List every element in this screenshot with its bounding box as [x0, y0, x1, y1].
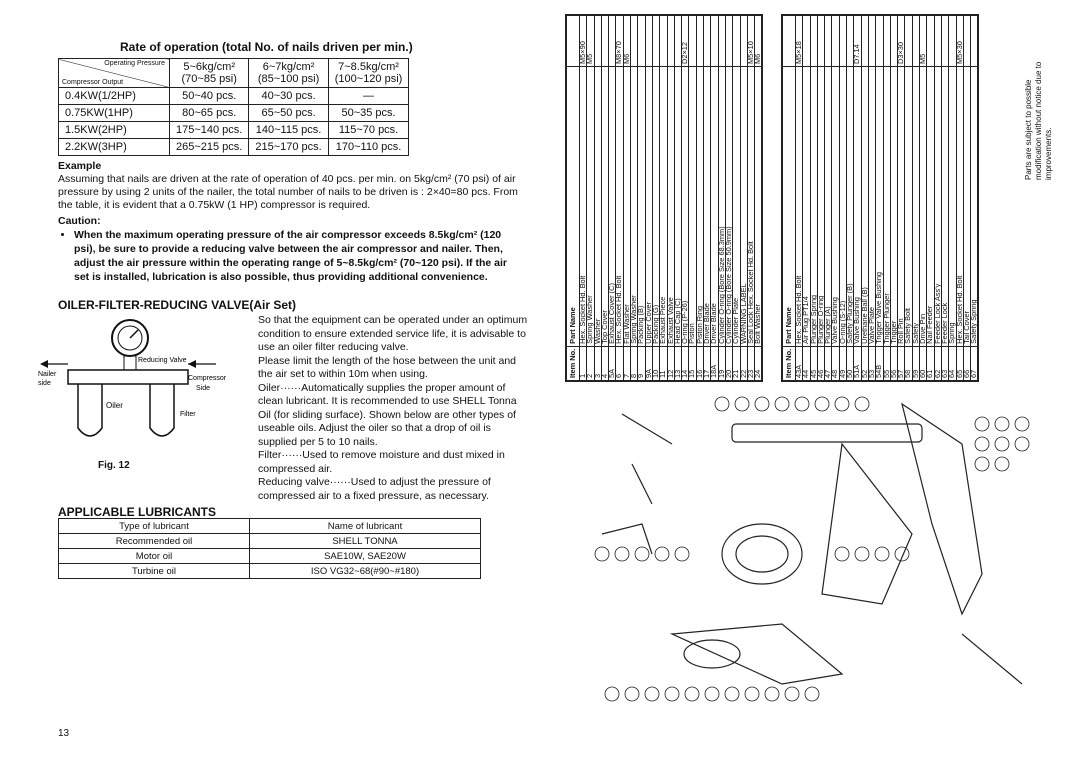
parts-row: 60 Drive Pin M5 — [920, 16, 927, 381]
callout-circle — [995, 417, 1009, 431]
svg-text:Nailer: Nailer — [38, 371, 57, 378]
rate-title: Rate of operation (total No. of nails driven per min.) — [120, 40, 413, 54]
callout-circle — [765, 687, 779, 701]
callout-circle — [735, 397, 749, 411]
parts-row: 52 Urethane Ball (B) — [861, 16, 868, 381]
callout-circle — [615, 547, 629, 561]
parts-row: 49 O-ring (S-12) — [839, 16, 846, 381]
callout-circle — [835, 397, 849, 411]
parts-row: 2 Spring Washer M5 — [587, 16, 594, 381]
parts-list-right — [781, 14, 979, 382]
svg-text:Reducing Valve: Reducing Valve — [138, 357, 187, 364]
parts-row: 58 Safety Bolt — [905, 16, 912, 381]
callout-circle — [975, 437, 989, 451]
parts-row: 9A Upper Cover — [645, 16, 652, 381]
callout-circle — [1015, 437, 1029, 451]
parts-row: 18A Driver Blade — [711, 16, 718, 381]
callout-circle — [895, 547, 909, 561]
callout-circle — [975, 417, 989, 431]
svg-text:side: side — [38, 380, 51, 387]
parts-row: 55 Trigger Plunger — [883, 16, 890, 381]
callout-circle — [855, 397, 869, 411]
callout-circle — [715, 397, 729, 411]
oiler-figure — [38, 310, 248, 470]
parts-row: 22 WARNING LABEL — [740, 16, 747, 381]
parts-row: 46 Plunger O-ring — [817, 16, 824, 381]
example-section: Example Assuming that nails are driven at the rate of operation of 40 pcs. per min. on 5kg/cm² (70 psi) of air pressure by using 2 units of the nailer, the total number of nails to be driven is : 2×40=80 pcs. From the table, it is evident that a 0.75kW (1 HP) compressor is required. — [58, 160, 518, 211]
oiler-text: So that the equipment can be operated under an optimum condition to ensure extended service life, it is advisable to use an oiler filter reducing valve. Please limit the length of the hose between the unit and the air set to within 10m when using. Oiler······Automatically supplies the proper amount of clean lubricant. It is recommended to use SHELL Tonna Oil (for sliding surface). Shown below are other types of useable oils. Adjust the oiler so that a drop of oil is supplied per 5 to 10 nails. Filter······Used to remove moisture and dust mixed in compressed air. Reducing valve······Used to adjust the pressure of compressed air to a fixed pressure, as necessary. — [258, 314, 528, 502]
callout-circle — [1015, 417, 1029, 431]
page-number: 13 — [58, 728, 70, 739]
parts-header: Item No. Part Name — [783, 16, 796, 381]
parts-row: 64 Spring — [949, 16, 956, 381]
callout-circle — [855, 547, 869, 561]
parts-row: 12 Exhaust Valve — [667, 16, 674, 381]
callout-circle — [645, 687, 659, 701]
callout-circle — [625, 687, 639, 701]
callout-circle — [975, 457, 989, 471]
parts-row: 4 Top Cover — [601, 16, 608, 381]
caution-text: • When the maximum operating pressure of the air compressor exceeds 8.5kg/cm² (120 psi), be sure to provide a reducing valve between the air compressor and nailer. Then, adjust the air pressure within the operating range of 5~8.5kg/cm² (70~120 psi). If the air set is installed, lubrication is also possible, thus providing additional convenience. — [74, 228, 520, 284]
callout-circle — [815, 397, 829, 411]
table-row: Motor oil SAE10W, SAE20W — [59, 549, 481, 564]
parts-row: 50 Safety Plunger (B) — [847, 16, 854, 381]
exploded-diagram — [582, 384, 1052, 724]
callout-circle — [595, 547, 609, 561]
parts-row: 1 Hex. Socket Hd. Bolt M5×90 — [580, 16, 587, 381]
parts-row: 43A Hex. Socket Hd. Bolt M5×18 — [796, 16, 803, 381]
parts-row: 57 Roll Pin D3×30 — [898, 16, 905, 381]
callout-circle — [995, 457, 1009, 471]
parts-row: 15 Piston — [689, 16, 696, 381]
svg-text:Side: Side — [196, 385, 211, 392]
oiler-title: OILER-FILTER-REDUCING VALVE(Air Set) — [58, 298, 296, 312]
parts-row: 19 Cylinder O-ring (Bore Size 68.3mm) — [718, 16, 725, 381]
table-row: Turbine oil ISO VG32~68(#90~#180) — [59, 564, 481, 579]
callout-circle — [675, 547, 689, 561]
parts-row: 51A Valve Bushing D7.14 — [854, 16, 861, 381]
rate-table — [58, 58, 409, 156]
parts-row: 5A Exhaust Cover (C) — [609, 16, 616, 381]
parts-row: 67 Safety Spring — [971, 16, 978, 381]
callout-circle — [745, 687, 759, 701]
parts-row: 16 Piston Ring — [696, 16, 703, 381]
rate-row: 1.5KW(2HP) 175~140 pcs. 140~115 pcs. 115~70 pcs. — [59, 122, 409, 139]
callout-circle — [785, 687, 799, 701]
parts-row: 61 Nail Feeder — [927, 16, 934, 381]
callout-circle — [655, 547, 669, 561]
table-row: Recommended oil SHELL TONNA — [59, 534, 481, 549]
parts-row: 68 Bit Guide (A) — [978, 16, 979, 381]
parts-row: 45 Plunger Spring — [810, 16, 817, 381]
svg-text:Oiler: Oiler — [106, 401, 123, 410]
parts-row: 44 Air Plug PT1/4 — [803, 16, 810, 381]
parts-list-left — [565, 14, 763, 382]
callout-circle — [805, 687, 819, 701]
callout-circle — [605, 687, 619, 701]
parts-header: Item No. Part Name — [567, 16, 580, 381]
callout-circle — [835, 547, 849, 561]
parts-row: 63 Feeder Lock — [941, 16, 948, 381]
parts-row: 3 Washer — [594, 16, 601, 381]
callout-circle — [995, 437, 1009, 451]
parts-row: 65 Hex. Socket Hd. Bolt M5×30 — [956, 16, 963, 381]
parts-row: 14 O-ring (P-26) D2×12 — [682, 16, 689, 381]
callout-circle — [665, 687, 679, 701]
parts-row: 21 Cylinder Plate — [733, 16, 740, 381]
parts-row: 24 Bolt Washer M6 — [755, 16, 762, 381]
parts-row: 13 Head Cap (C) — [674, 16, 681, 381]
parts-row: 23 Seal Lock Hex. Socket Hd. Bolt M5×10 — [747, 16, 754, 381]
parts-row: 54B Trigger Valve Bushing — [876, 16, 883, 381]
parts-row: 47 Plunger (A) — [825, 16, 832, 381]
callout-circle — [875, 547, 889, 561]
parts-row: 11 Exhaust Piece — [660, 16, 667, 381]
rate-col-3: 7~8.5kg/cm² (100~120 psi) — [328, 59, 409, 88]
parts-row: 6 Hex. Socket Hd. Bolt M8×70 — [616, 16, 623, 381]
rate-corner: Operating Pressure Compressor Output — [59, 59, 170, 88]
callout-circle — [755, 397, 769, 411]
parts-row: 20 Cylinder O-ring (Bore Size 50.9mm) — [725, 16, 732, 381]
fig-label: Fig. 12 — [98, 460, 130, 471]
rate-row: 0.4KW(1/2HP) 50~40 pcs. 40~30 pcs. — — [59, 88, 409, 105]
lubricants-table: Type of lubricant Name of lubricant Recommended oil SHELL TONNA Motor oil SAE10W, SAE20W Turbine oil ISO VG32~68(#90~#180) — [58, 518, 481, 579]
rate-col-2: 6~7kg/cm² (85~100 psi) — [249, 59, 328, 88]
parts-row: 53 Valve Plate — [868, 16, 875, 381]
parts-row: 59 Safety — [912, 16, 919, 381]
callout-circle — [795, 397, 809, 411]
parts-row: 66 Tail Cover — [963, 16, 970, 381]
parts-row: 17 Driver Blade — [704, 16, 711, 381]
parts-row: 8 Spring Washer — [631, 16, 638, 381]
rate-col-1: 5~6kg/cm² (70~85 psi) — [170, 59, 249, 88]
parts-row: 9 Packing (B) — [638, 16, 645, 381]
caution-section: Caution: • When the maximum operating pressure of the air compressor exceeds 8.5kg/cm² (120 psi), be sure to provide a reducing valve between the air compressor and nailer. Then, adjust the air pressure within the operating range of 5~8.5kg/cm² (70~120 psi). If the air set is installed, lubrication is also possible, thus providing additional convenience. — [58, 214, 520, 284]
callout-circle — [685, 687, 699, 701]
parts-row: 48 Valve Bushing — [832, 16, 839, 381]
parts-note: Parts are subject to possible modification without notice due to improvements. — [1024, 61, 1053, 180]
parts-row: 62 Feeder Lock Ass'y — [934, 16, 941, 381]
parts-row: 7 Flat Washer M6 — [623, 16, 630, 381]
callout-circle — [775, 397, 789, 411]
callout-circle — [705, 687, 719, 701]
svg-text:Filter: Filter — [180, 411, 196, 418]
parts-row: 10 Packing (G) — [652, 16, 659, 381]
rate-row: 0.75KW(1HP) 80~65 pcs. 65~50 pcs. 50~35 pcs. — [59, 105, 409, 122]
lubricants-title: APPLICABLE LUBRICANTS — [58, 505, 216, 519]
parts-row: 56 Trigger — [890, 16, 897, 381]
svg-text:Compressor: Compressor — [188, 375, 227, 382]
parts-row: 25A Body Cap Ass'y — [762, 16, 763, 381]
rate-row: 2.2KW(3HP) 265~215 pcs. 215~170 pcs. 170~110 pcs. — [59, 139, 409, 156]
callout-circle — [725, 687, 739, 701]
callout-circle — [635, 547, 649, 561]
